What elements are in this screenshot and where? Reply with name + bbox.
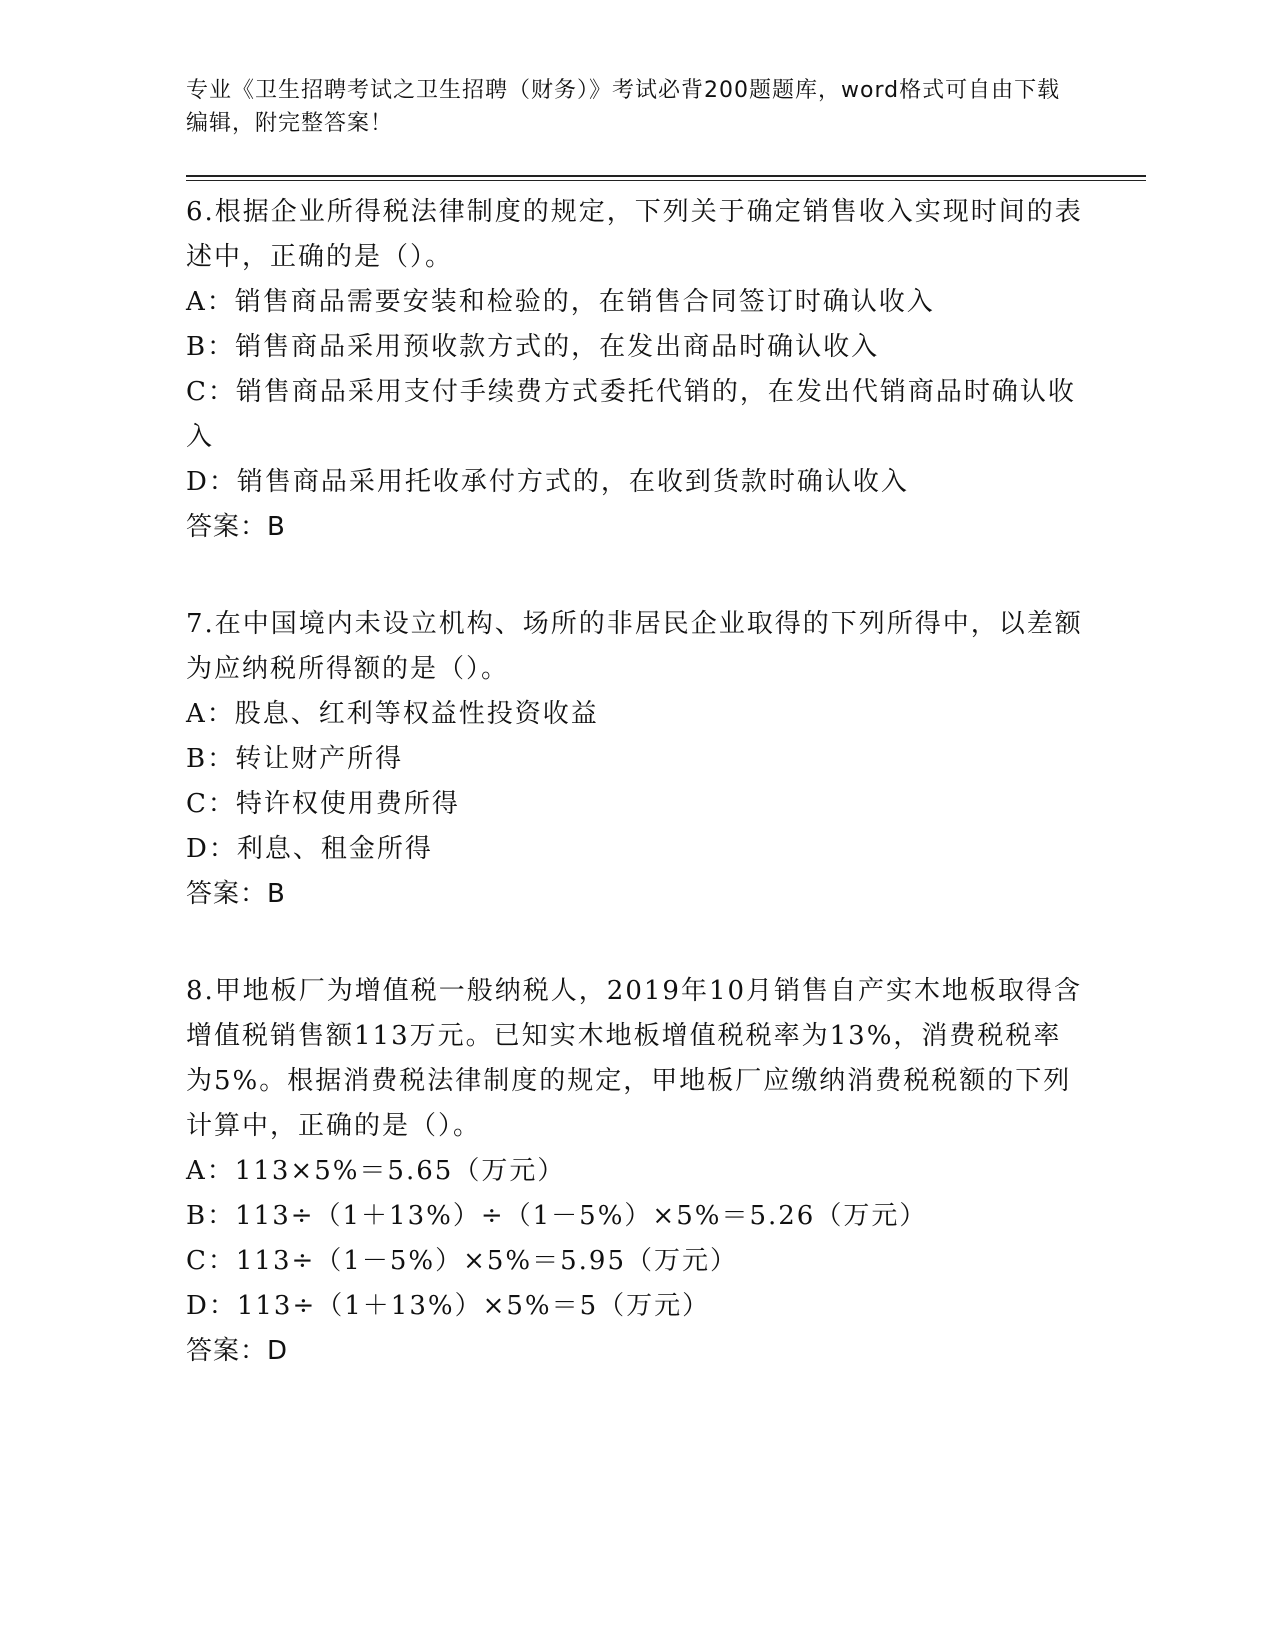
question-stem: 8.甲地板厂为增值税一般纳税人，2019年10月销售自产实木地板取得含增值税销售额113万元。已知实木地板增值税税率为13%，消费税税率为5%。根据消费税法律制度的规定，甲地板厂应缴纳消费税税额的下列计算中，正确的是（）。 xyxy=(186,976,1083,1141)
question-8 xyxy=(186,969,1086,1374)
option-a: A：销售商品需要安装和检验的，在销售合同签订时确认收入 xyxy=(186,287,935,317)
option-b: B：转让财产所得 xyxy=(186,744,404,774)
option-b: B：销售商品采用预收款方式的，在发出商品时确认收入 xyxy=(186,332,880,362)
question-stem: 7.在中国境内未设立机构、场所的非居民企业取得的下列所得中，以差额为应纳税所得额的是（）。 xyxy=(186,609,1083,684)
header-divider-thick xyxy=(186,175,1146,177)
answer-line: 答案：B xyxy=(186,512,286,542)
answer-line: 答案：D xyxy=(186,1336,289,1366)
option-d: D：113÷（1＋13%）×5%＝5（万元） xyxy=(186,1291,711,1321)
document-header: 专业《卫生招聘考试之卫生招聘（财务）》考试必背200题题库，word格式可自由下载编辑，附完整答案！ xyxy=(186,78,1061,136)
option-c: C：特许权使用费所得 xyxy=(186,789,460,819)
question-6 xyxy=(186,190,1086,550)
option-a: A：113×5%＝5.65（万元） xyxy=(186,1156,566,1186)
answer-line: 答案：B xyxy=(186,879,286,909)
option-c: C：销售商品采用支付手续费方式委托代销的，在发出代销商品时确认收入 xyxy=(186,377,1076,452)
option-d: D：利息、租金所得 xyxy=(186,834,433,864)
option-b: B：113÷（1＋13%）÷（1－5%）×5%＝5.26（万元） xyxy=(186,1201,928,1231)
option-d: D：销售商品采用托收承付方式的，在收到货款时确认收入 xyxy=(186,467,909,497)
option-a: A：股息、红利等权益性投资收益 xyxy=(186,699,599,729)
question-stem: 6.根据企业所得税法律制度的规定，下列关于确定销售收入实现时间的表述中，正确的是（）。 xyxy=(186,197,1083,272)
header-divider-thin xyxy=(186,180,1146,181)
question-7 xyxy=(186,602,1086,917)
option-c: C：113÷（1－5%）×5%＝5.95（万元） xyxy=(186,1246,739,1276)
question-list xyxy=(186,190,1086,1426)
